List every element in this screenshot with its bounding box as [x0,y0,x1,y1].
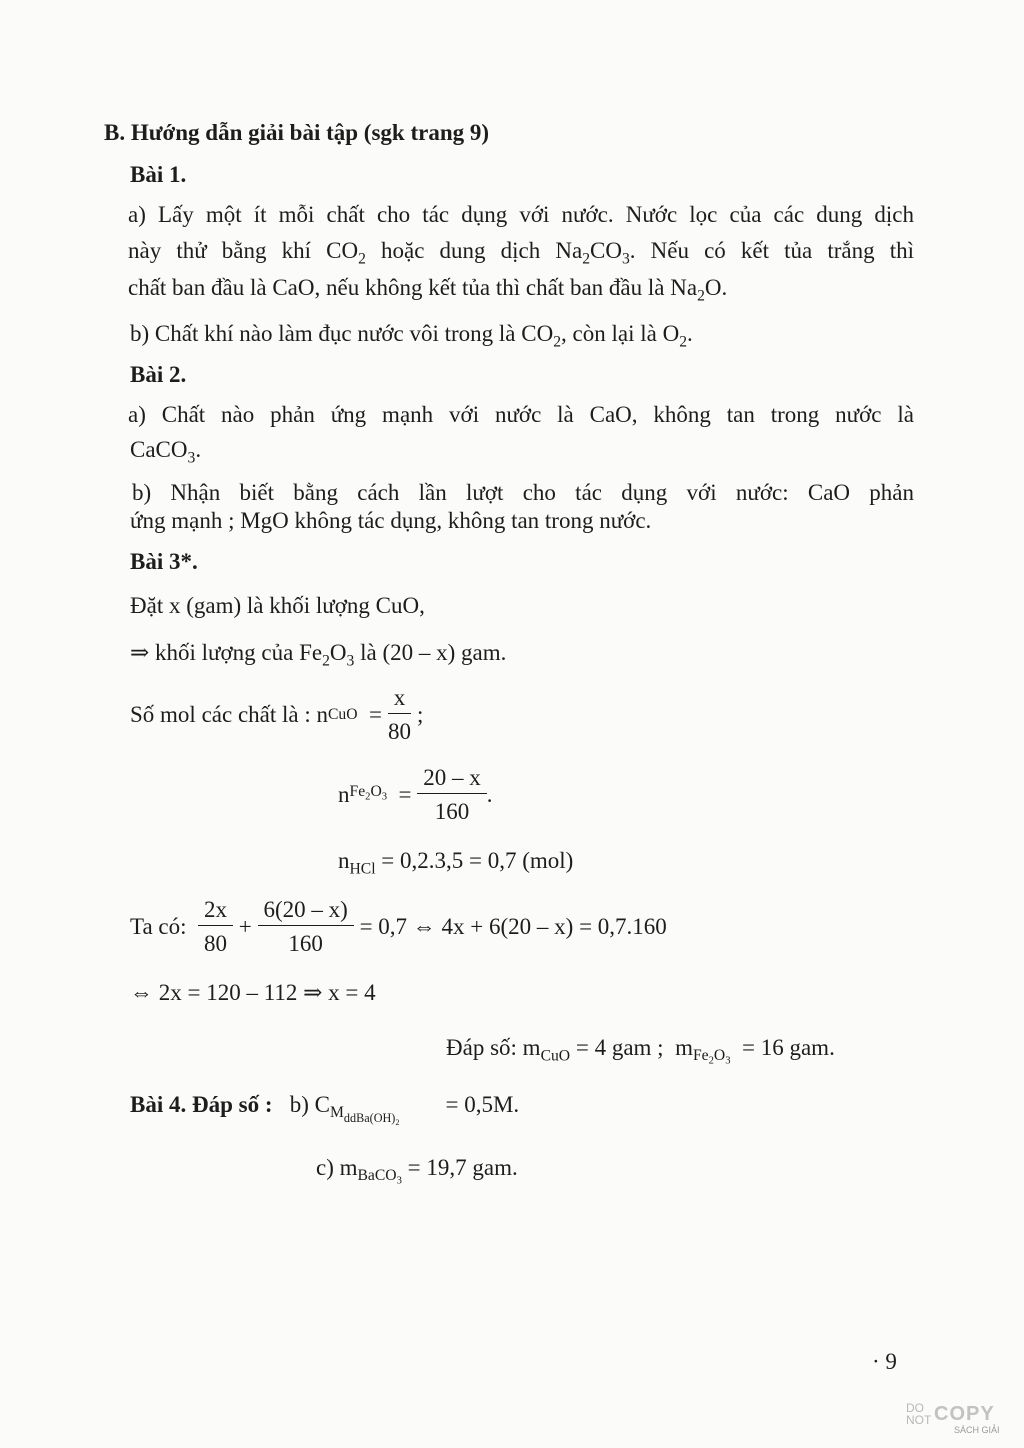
bai1-a-line1: a) Lấy một ít mỗi chất cho tác dụng với nước. Nước lọc của các dung dịch [128,202,914,227]
fraction-x-80: $\frac{x}{80}$ [388,685,412,744]
bai3-line2: ⇒ khối lượng của $Fe_2O_3$ là (20 – x) gam. [130,640,507,670]
bai2-a-line2: CaCO$_3$. [130,437,202,467]
mol-cuo-equation: Số mol các chất là : n CuO = $\frac{x}{80}$ ; [130,685,424,744]
bai4-part-c: c) $m_{BaCO_3} = 19,7$ gam. [316,1155,518,1188]
bai3-line1: Đặt x (gam) là khối lượng CuO, [130,593,425,618]
bai1-part-b: b) Chất khí nào làm đục nước vôi trong là $CO_2$, còn lại là $O_2$. [130,321,693,351]
watermark-site: SÁCH GIẢI [954,1425,1000,1435]
section-title: B. Hướng dẫn giải bài tập (sgk trang 9) [104,120,490,145]
bai1-heading: Bài 1. [130,162,187,187]
bai2-heading: Bài 2. [130,362,187,387]
bai1-a-line3: chất ban đầu là CaO, nếu không kết tủa thì chất ban đầu là $Na_2O$. [128,275,728,305]
do-not-copy-watermark [906,1402,1010,1438]
taco-equation: Ta có: $\frac{2x}{80}$ + $\frac{6(20 - x)}{160}$ = 0,7 ⇔ 4x + 6(20 – x) = 0,7.160 [130,897,667,956]
mol-hcl-equation: $n_{HCl} = 0,2.3,5 = 0,7$ (mol) [338,848,574,878]
bai3-answer: Đáp số: $m_{CuO} = 4$ gam ; $m_{Fe_2O_3} = 16$ gam. [446,1035,835,1068]
mol-fe2o3-equation: n $Fe_2O_3$ = $\frac{20 - x}{160}$ . [338,765,493,824]
fraction-20-x-160: $\frac{20 - x}{160}$ [417,766,487,823]
page-number: · 9 [872,1349,897,1374]
bai4-part-b: Bài 4. Đáp số : b) $C_{M_{ddBa(OH)_2}}$ = 0,5M. [130,1092,520,1127]
bai2-a-line1: a) Chất nào phản ứng mạnh với nước là CaO, không tan trong nước là [128,402,914,427]
solve-step: ⇔ 2x = 120 – 112 ⇒ x = 4 [130,980,376,1005]
bai1-part-a [128,203,914,275]
bai2-part-a [128,403,914,439]
fraction-2x-80: $\frac{2x}{80}$ [198,898,233,955]
bai1-a-line2: này thử bằng khí $CO_2$ hoặc dung dịch $Na_2CO_3$. Nếu có kết tủa trắng thì [128,238,914,268]
fraction-6-20-x-160: $\frac{6(20 - x)}{160}$ [258,898,354,955]
bai2-b-line1: b) Nhận biết bằng cách lần lượt cho tác dụng với nước: CaO phản [132,480,914,505]
watermark-do: DO NOT [906,1401,932,1427]
watermark-copy: COPY [934,1403,995,1425]
bai3-heading: Bài 3*. [130,549,198,574]
bai2-b-line2: ứng mạnh ; MgO không tác dụng, không tan trong nước. [130,508,652,533]
